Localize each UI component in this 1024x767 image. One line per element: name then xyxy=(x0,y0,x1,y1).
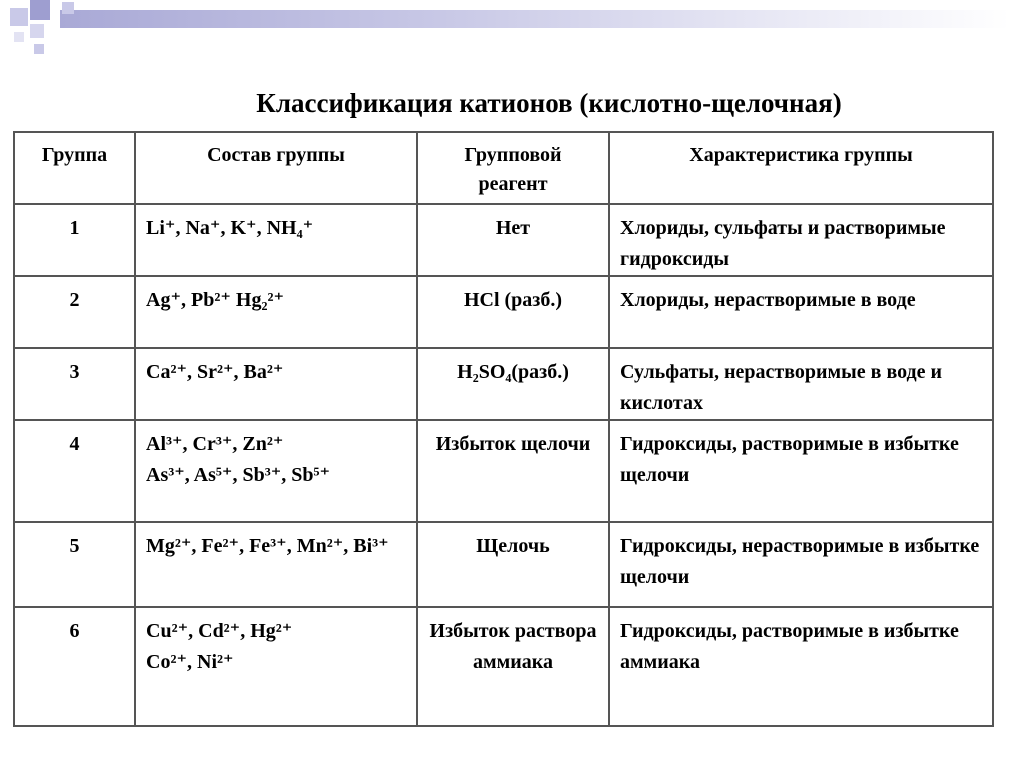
characteristic-cell: Гидроксиды, растворимые в избытке щелочи xyxy=(609,420,993,522)
composition-line: Co²⁺, Ni²⁺ xyxy=(146,651,234,673)
composition-cell xyxy=(135,348,417,420)
reagent-cell: Избыток щелочи xyxy=(417,420,609,522)
classification-table xyxy=(13,131,994,727)
composition-cell xyxy=(135,204,417,276)
header-row xyxy=(14,132,993,204)
table-row xyxy=(14,607,993,726)
characteristic-cell: Хлориды, сульфаты и растворимые гидроксиды xyxy=(609,204,993,276)
composition-line: Al³⁺, Cr³⁺, Zn²⁺ xyxy=(146,433,284,455)
group-number-cell: 1 xyxy=(14,204,135,276)
group-number-cell: 5 xyxy=(14,522,135,607)
group-number-cell: 4 xyxy=(14,420,135,522)
table-row xyxy=(14,204,993,276)
composition-line: Mg²⁺, Fe²⁺, Fe³⁺, Mn²⁺, Bi³⁺ xyxy=(146,535,389,557)
decor-square xyxy=(34,44,44,54)
composition-line: Ca²⁺, Sr²⁺, Ba²⁺ xyxy=(146,361,284,383)
decor-square xyxy=(10,8,28,26)
decor-square xyxy=(62,2,74,14)
reagent-cell: HCl (разб.) xyxy=(417,276,609,348)
characteristic-cell: Сульфаты, нерастворимые в воде и кислотах xyxy=(609,348,993,420)
header-characteristic: Характеристика группы xyxy=(609,132,993,204)
decor-square xyxy=(30,0,50,20)
decor-square xyxy=(30,24,44,38)
composition-cell xyxy=(135,522,417,607)
table-row xyxy=(14,348,993,420)
group-number-cell: 3 xyxy=(14,348,135,420)
characteristic-cell: Гидроксиды, нерастворимые в избытке щелочи xyxy=(609,522,993,607)
reagent-cell: H₂SO₄(разб.) xyxy=(417,348,609,420)
composition-line: Cu²⁺, Cd²⁺, Hg²⁺ xyxy=(146,620,293,642)
table-row xyxy=(14,420,993,522)
composition-cell xyxy=(135,420,417,522)
table-row xyxy=(14,522,993,607)
composition-line: Li⁺, Na⁺, K⁺, NH₄⁺ xyxy=(146,217,314,239)
reagent-cell: Избыток раствора аммиака xyxy=(417,607,609,726)
header-group: Группа xyxy=(14,132,135,204)
decor-square xyxy=(14,32,24,42)
composition-line: Ag⁺, Pb²⁺ Hg₂²⁺ xyxy=(146,289,284,311)
table-body xyxy=(14,204,993,726)
slide-title: Классификация катионов (кислотно-щелочная) xyxy=(256,88,842,118)
characteristic-cell: Гидроксиды, растворимые в избытке аммиака xyxy=(609,607,993,726)
composition-cell xyxy=(135,276,417,348)
composition-line: As³⁺, As⁵⁺, Sb³⁺, Sb⁵⁺ xyxy=(146,464,331,486)
characteristic-cell: Хлориды, нерастворимые в воде xyxy=(609,276,993,348)
header-reagent: Групповой реагент xyxy=(417,132,609,204)
header-composition: Состав группы xyxy=(135,132,417,204)
table-row xyxy=(14,276,993,348)
decor-square xyxy=(52,8,60,16)
reagent-cell: Щелочь xyxy=(417,522,609,607)
composition-cell xyxy=(135,607,417,726)
group-number-cell: 6 xyxy=(14,607,135,726)
reagent-cell: Нет xyxy=(417,204,609,276)
group-number-cell: 2 xyxy=(14,276,135,348)
header-gradient-bar xyxy=(60,10,1010,28)
